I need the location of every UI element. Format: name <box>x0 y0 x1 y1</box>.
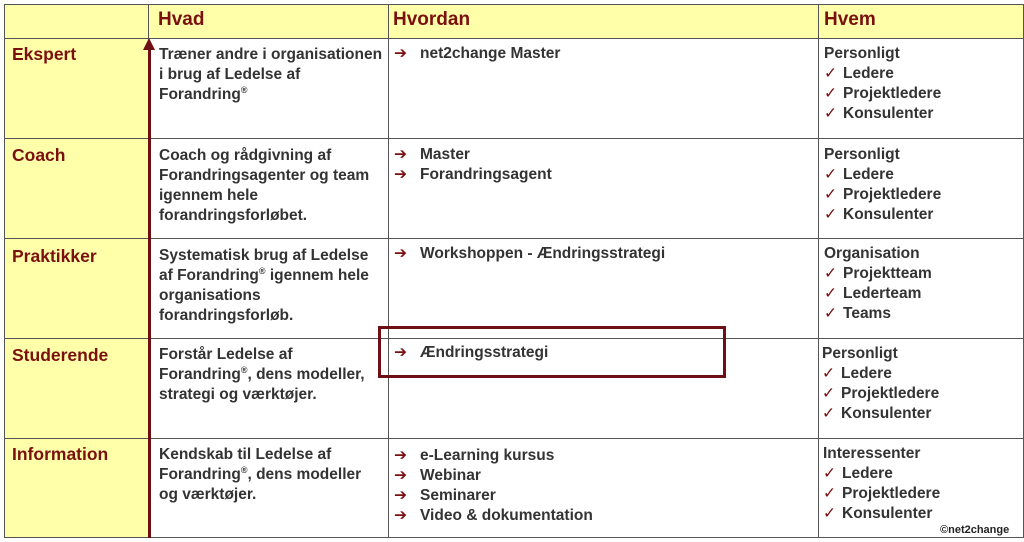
who-list-coach <box>824 145 941 225</box>
audience-item: ✓ Ledere <box>824 65 894 82</box>
arrow-right-icon: ➔ <box>394 245 407 262</box>
header-who: Hvem <box>824 9 876 30</box>
audience-heading: Interessenter <box>823 445 921 462</box>
audience-items <box>822 364 939 424</box>
grid-line <box>4 138 1024 139</box>
grid-line <box>4 4 5 538</box>
arrow-right-icon: ➔ <box>394 344 407 361</box>
check-icon: ✓ <box>823 505 836 522</box>
arrow-up-icon <box>143 38 155 50</box>
check-icon: ✓ <box>824 265 837 282</box>
progression-arrow-shaft <box>148 48 151 538</box>
audience-heading: Personligt <box>824 45 900 62</box>
grid-line <box>818 4 819 538</box>
audience-item: ✓ Projektteam <box>824 265 932 282</box>
audience-heading: Personligt <box>822 345 898 362</box>
description-text-continued: , dens modeller og værktøjer. <box>159 466 362 503</box>
audience-item: ✓ Ledere <box>824 166 894 183</box>
check-icon: ✓ <box>824 85 837 102</box>
arrow-right-icon: ➔ <box>394 487 407 504</box>
check-icon: ✓ <box>824 206 837 223</box>
check-icon: ✓ <box>822 405 835 422</box>
audience-items <box>824 165 941 225</box>
audience-items <box>824 264 932 324</box>
description-text-continued: , dens modeller, strategi og værktøjer. <box>159 366 365 403</box>
audience-items <box>824 64 941 124</box>
how-item: ➔ Forandringsagent <box>394 166 552 183</box>
how-item: ➔ Video & dokumentation <box>394 507 593 524</box>
check-icon: ✓ <box>823 485 836 502</box>
how-item: ➔ Webinar <box>394 467 481 484</box>
audience-item: ✓ Konsulenter <box>824 206 934 223</box>
description-text: Kendskab til Ledelse af Forandring <box>159 446 332 483</box>
audience-heading: Organisation <box>824 245 920 262</box>
description-ekspert <box>159 45 384 105</box>
copyright-notice: ©net2change <box>940 524 1010 536</box>
how-list-praktikker <box>394 244 665 264</box>
audience-item: ✓ Ledere <box>822 365 892 382</box>
check-icon: ✓ <box>824 305 837 322</box>
level-label-coach: Coach <box>12 145 66 165</box>
highlight-box <box>378 326 726 378</box>
arrow-right-icon: ➔ <box>394 447 407 464</box>
description-coach <box>159 146 384 226</box>
audience-heading: Personligt <box>824 146 900 163</box>
who-list-information <box>823 444 940 524</box>
level-label-information: Information <box>12 444 109 464</box>
how-item: ➔ Seminarer <box>394 487 496 504</box>
audience-item: ✓ Lederteam <box>824 285 922 302</box>
description-text: Systematisk brug af Ledelse af Forandring <box>159 247 369 284</box>
header-corner <box>4 4 148 38</box>
check-icon: ✓ <box>824 285 837 302</box>
check-icon: ✓ <box>822 385 835 402</box>
who-list-praktikker <box>824 244 932 324</box>
check-icon: ✓ <box>824 65 837 82</box>
grid-line <box>388 4 389 538</box>
audience-item: ✓ Projektledere <box>824 186 942 203</box>
level-label-ekspert: Ekspert <box>12 44 77 64</box>
who-list-studerende <box>822 344 939 424</box>
description-text: Coach og rådgivning af Forandringsagenter og team igennem hele forandringsforløbet. <box>159 147 370 224</box>
grid-line <box>4 238 1024 239</box>
how-list-coach <box>394 145 552 185</box>
registered-mark: ® <box>240 84 248 95</box>
header-what: Hvad <box>158 9 205 30</box>
arrow-right-icon: ➔ <box>394 467 407 484</box>
audience-item: ✓ Projektledere <box>823 485 941 502</box>
level-label-praktikker: Praktikker <box>12 246 97 266</box>
arrow-right-icon: ➔ <box>394 45 407 62</box>
how-item: ➔ Ændringsstrategi <box>394 344 549 361</box>
registered-mark: ® <box>258 265 266 276</box>
audience-item: ✓ Konsulenter <box>823 505 933 522</box>
description-text: Forstår Ledelse af Forandring <box>159 346 293 383</box>
audience-item: ✓ Projektledere <box>824 85 942 102</box>
audience-items <box>823 464 940 524</box>
description-text: Træner andre i organisationen i brug af Ledelse af Forandring <box>159 46 383 103</box>
description-text-continued: igennem hele organisations forandringsforløb. <box>159 267 369 324</box>
registered-mark: ® <box>240 464 248 475</box>
how-item: ➔ e-Learning kursus <box>394 447 555 464</box>
grid-line <box>4 438 1024 439</box>
how-list-information <box>394 446 593 526</box>
audience-item: ✓ Ledere <box>823 465 893 482</box>
description-praktikker <box>159 246 384 326</box>
check-icon: ✓ <box>824 186 837 203</box>
description-studerende <box>159 345 384 405</box>
who-list-ekspert <box>824 44 941 124</box>
how-item: ➔ Workshoppen - Ændringsstrategi <box>394 245 666 262</box>
audience-item: ✓ Konsulenter <box>822 405 932 422</box>
level-label-studerende: Studerende <box>12 345 109 365</box>
how-item: ➔ net2change Master <box>394 45 561 62</box>
grid-line <box>4 537 1024 538</box>
description-information <box>159 445 384 505</box>
check-icon: ✓ <box>824 166 837 183</box>
arrow-right-icon: ➔ <box>394 166 407 183</box>
audience-item: ✓ Projektledere <box>822 385 940 402</box>
grid-line <box>4 38 1024 39</box>
check-icon: ✓ <box>824 105 837 122</box>
grid-line <box>4 4 1024 5</box>
header-how: Hvordan <box>393 9 471 30</box>
check-icon: ✓ <box>822 365 835 382</box>
check-icon: ✓ <box>823 465 836 482</box>
arrow-right-icon: ➔ <box>394 507 407 524</box>
how-list-ekspert <box>394 44 560 64</box>
audience-item: ✓ Teams <box>824 305 891 322</box>
audience-item: ✓ Konsulenter <box>824 105 934 122</box>
how-item: ➔ Master <box>394 146 470 163</box>
arrow-right-icon: ➔ <box>394 146 407 163</box>
registered-mark: ® <box>240 364 248 375</box>
